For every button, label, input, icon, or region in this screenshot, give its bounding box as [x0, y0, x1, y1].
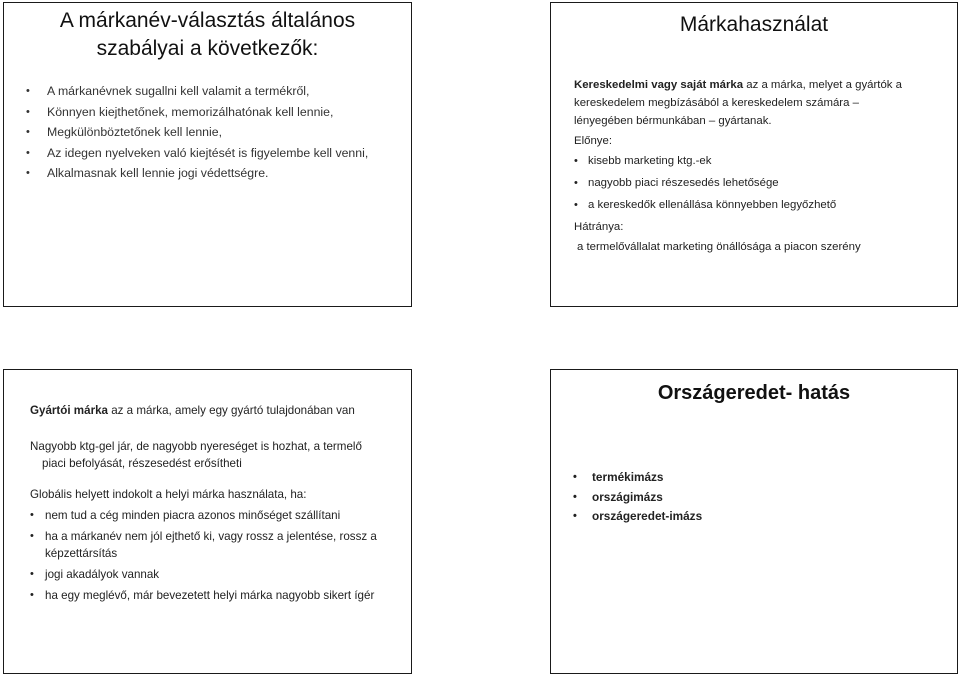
image-types-list: [573, 468, 702, 527]
slide-brand-usage: [550, 2, 958, 307]
title-line-1: A márkanév-választás általános: [59, 9, 356, 32]
cons-label: Hátránya:: [574, 221, 624, 233]
local-brand-reasons-list: [30, 507, 400, 604]
cons-text: a termelővállalat marketing önállósága a piacon szerény: [577, 241, 861, 253]
pros-label: Előnye:: [574, 135, 612, 147]
list-item: • nem tud a cég minden piacra azonos minőséget szállítani: [30, 507, 400, 524]
cost-line-2: piaci befolyását, részesedést erősítheti: [42, 457, 242, 470]
list-item: • termékimázs: [573, 468, 702, 488]
list-item: • A márkanévnek sugallni kell valamit a termékről,: [26, 81, 396, 102]
cost-paragraph: [30, 438, 400, 472]
list-item: • országeredet-imázs: [573, 507, 702, 527]
list-item: • jogi akadályok vannak: [30, 566, 400, 583]
slide-brand-name-rules: [3, 2, 412, 307]
rules-list: [26, 81, 396, 184]
slide-title: Országeredet- hatás: [657, 382, 851, 404]
list-item: • Az idegen nyelveken való kiejtését is figyelembe kell venni,: [26, 143, 396, 164]
cost-line-1: Nagyobb ktg-gel jár, de nagyobb nyereséget is hozhat, a termelő: [30, 440, 362, 453]
intro-line-2: kereskedelem megbízásából a kereskedelem számára –: [574, 97, 859, 109]
list-item: • nagyobb piaci részesedés lehetősége: [574, 172, 944, 194]
list-item: • kisebb marketing ktg.-ek: [574, 150, 944, 172]
intro-line-3: lényegében bérmunkában – gyártanak.: [574, 115, 772, 127]
list-item: • országimázs: [573, 488, 702, 508]
list-item: • a kereskedők ellenállása könnyebben legyőzhető: [574, 194, 944, 216]
title-line-2: szabályai a következők:: [96, 37, 319, 60]
slide-manufacturer-brand: [3, 369, 412, 674]
list-item: • ha a márkanév nem jól ejthető ki, vagy rossz a jelentése, rossz a képzettársítás: [30, 528, 400, 562]
list-item: • ha egy meglévő, már bevezetett helyi márka nagyobb sikert ígér: [30, 587, 400, 604]
intro-term: Kereskedelmi vagy saját márka: [574, 79, 744, 91]
slide-body: [574, 76, 944, 258]
intro-text: az a márka, amely egy gyártó tulajdonában van: [107, 404, 355, 417]
intro-paragraph: [574, 76, 944, 94]
intro-text: az a márka, melyet a gyártók a: [743, 79, 902, 91]
slide-title: [4, 7, 411, 63]
slide-country-of-origin: [550, 369, 958, 674]
pros-list: [574, 150, 944, 216]
slide-body: [30, 402, 400, 604]
global-label: Globális helyett indokolt a helyi márka használata, ha:: [30, 488, 307, 501]
list-item: • Könnyen kiejthetőnek, memorizálhatónak kell lennie,: [26, 102, 396, 123]
intro-term: Gyártói márka: [30, 404, 108, 417]
list-item: • Alkalmasnak kell lennie jogi védettségre.: [26, 163, 396, 184]
intro-paragraph: [30, 402, 400, 419]
slide-title: Márkahasználat: [679, 13, 829, 36]
list-item: • Megkülönböztetőnek kell lennie,: [26, 122, 396, 143]
